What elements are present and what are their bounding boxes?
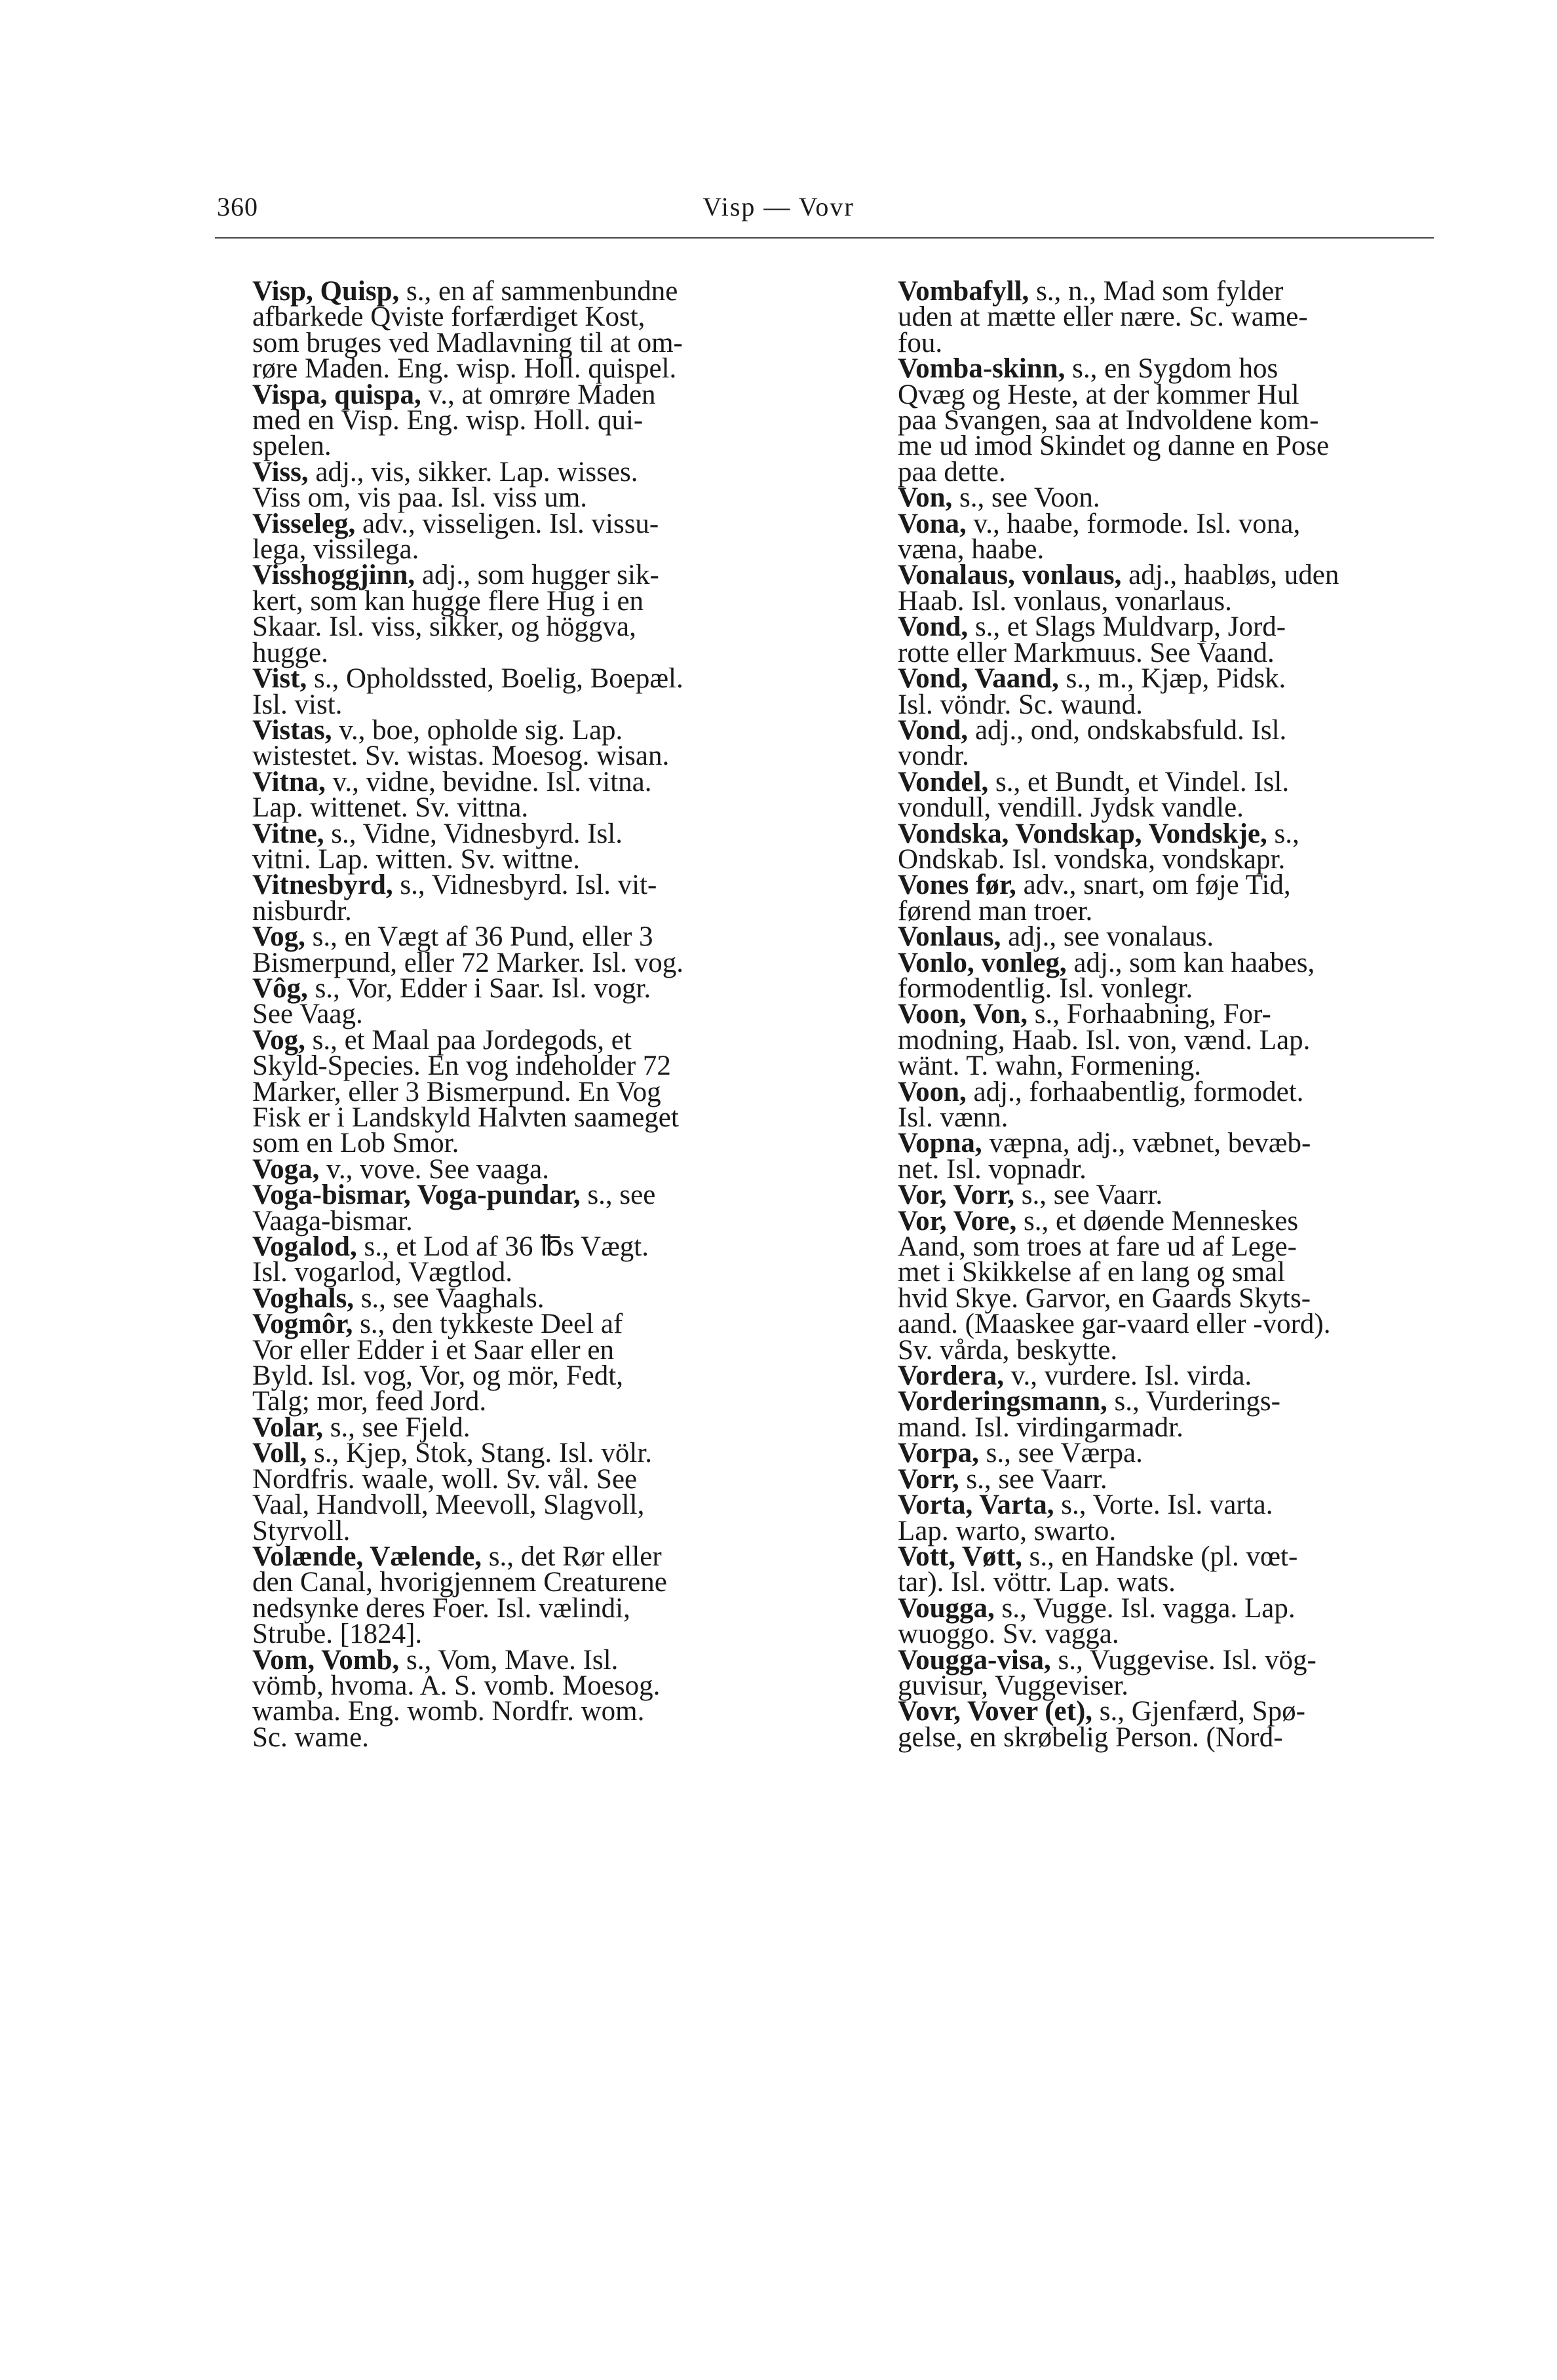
entry-headword: Vovr, Vover (et),: [898, 1696, 1093, 1727]
entry-definition: s., Vor, Edder i Saar. Isl. vogr. See Vaag.: [252, 972, 651, 1030]
entry-definition: s., et Maal paa Jordegods, et Skyld-Species. En vog indeholder 72 Marker, eller 3 Bismerpund. En Vog Fisk er i Landskyld Halvten saameget som en Lob Smor.: [252, 1024, 679, 1159]
entry-definition: s., see Vaaghals.: [353, 1282, 545, 1314]
entry-definition: s., n., Mad som fylder uden at mætte eller nære. Sc. wame- fou.: [898, 276, 1308, 358]
entry-definition: s., see Vaarr.: [1014, 1180, 1163, 1211]
entry-definition: s., et Slags Muldvarp, Jord- rotte eller Markmuus. See Vaand.: [898, 611, 1286, 668]
entry-definition: s., det Rør eller den Canal, hvorigjennem Creaturene nedsynke deres Foer. Isl. vælindi, Strube. [1824].: [252, 1541, 667, 1650]
entry-headword: Vopna,: [898, 1128, 982, 1159]
entry-definition: s., en Handske (pl. vœt- tar). Isl. vöttr. Lap. wats.: [898, 1541, 1298, 1598]
dictionary-entry: [252, 1311, 833, 1415]
entry-headword: Vorta, Varta,: [898, 1489, 1054, 1521]
dictionary-entry: [898, 663, 1478, 720]
entry-headword: Vondel,: [898, 766, 989, 797]
left-column: [252, 276, 833, 1753]
entry-headword: Vondska, Vondskap, Vondskje,: [898, 818, 1267, 849]
entry-definition: s., et Lod af 36 ℔s Vægt. Isl. vogarlod, Vægtlod.: [252, 1231, 649, 1288]
dictionary-entry: [898, 1360, 1478, 1392]
entry-definition: adv., snart, om føje Tid, førend man troer.: [898, 870, 1291, 927]
entry-headword: Vomba-skinn,: [898, 353, 1066, 385]
dictionary-entry: [252, 818, 833, 875]
entry-definition: s., Vidne, Vidnesbyrd. Isl. vitni. Lap. witten. Sv. wittne.: [252, 818, 623, 875]
entry-definition: s., en Sygdom hos Qvæg og Heste, at der kommer Hul paa Svangen, saa at Indvoldene kom- me ud imod Skindet og danne en Pose paa dette.: [898, 353, 1330, 488]
entry-headword: Vogmôr,: [252, 1309, 353, 1340]
dictionary-entry: [252, 508, 833, 566]
entry-headword: Vorr,: [898, 1463, 959, 1495]
dictionary-entry: [252, 1541, 833, 1650]
entry-headword: Voon, Von,: [898, 999, 1028, 1030]
entry-headword: Vona,: [898, 508, 967, 539]
entry-definition: s., Gjenfærd, Spø- gelse, en skrøbelig Person. (Nord-: [898, 1696, 1305, 1753]
entry-definition: s., see Voon.: [952, 482, 1100, 514]
dictionary-entry: [898, 921, 1478, 953]
dictionary-entry: [898, 1644, 1478, 1701]
dictionary-entry: [898, 818, 1478, 875]
entry-definition: s., Vorte. Isl. varta. Lap. warto, swarto.: [898, 1489, 1273, 1546]
entry-headword: Vougga,: [898, 1592, 995, 1624]
entry-definition: adj., som hugger sik- kert, som kan hugge flere Hug i en Skaar. Isl. viss, sikker, og höggva, hugge.: [252, 560, 659, 668]
dictionary-entry: [252, 379, 833, 462]
header-rule: [215, 237, 1434, 239]
entry-definition: s., Vuggevise. Isl. vög- guvisur, Vuggeviser.: [898, 1644, 1317, 1701]
entry-definition: s., see Vaaga-bismar.: [252, 1180, 656, 1237]
dictionary-entry: [898, 1592, 1478, 1650]
entry-headword: Vonalaus, vonlaus,: [898, 560, 1122, 591]
entry-headword: Vougga-visa,: [898, 1644, 1051, 1676]
entry-definition: s., den tykkeste Deel af Vor eller Edder i et Saar eller en Byld. Isl. vog, Vor, og mör, Fedt, Talg; mor, feed Jord.: [252, 1309, 623, 1417]
entry-definition: s., en af sammenbundne afbarkede Qviste forfærdiget Kost, som bruges ved Madlavning til at om- røre Maden. Eng. wisp. Holl. quispel.: [252, 276, 683, 385]
entry-definition: adj., som kan haabes, formodentlig. Isl. vonlegr.: [898, 947, 1315, 1004]
dictionary-entry: [898, 766, 1478, 824]
entry-headword: Visshoggjinn,: [252, 560, 415, 591]
entry-definition: adj., haabløs, uden Haab. Isl. vonlaus, vonarlaus.: [898, 560, 1339, 617]
dictionary-entry: [898, 1438, 1478, 1469]
entry-definition: s., Ondskab. Isl. vondska, vondskapr.: [898, 818, 1299, 875]
entry-definition: s., et døende Menneskes Aand, som troes at fare ud af Lege- met i Skikkelse af en lang og smal hvid Skye. Garvor, en Gaards Skyts- aand. (Maaskee gar-vaard eller -vord). Sv. vårda, beskytte.: [898, 1205, 1331, 1366]
dictionary-entry: [898, 1128, 1478, 1185]
dictionary-entry: [898, 1541, 1478, 1598]
entry-definition: s., m., Kjæp, Pidsk. Isl. vöndr. Sc. waund.: [898, 663, 1286, 720]
dictionary-entry: [252, 766, 833, 824]
dictionary-entry: [252, 276, 833, 385]
entry-headword: Vispa, quispa,: [252, 379, 421, 410]
entry-headword: Vist,: [252, 663, 307, 695]
entry-headword: Voghals,: [252, 1282, 354, 1314]
entry-headword: Vitna,: [252, 766, 326, 797]
entry-headword: Visp, Quisp,: [252, 276, 400, 307]
dictionary-entry: [898, 947, 1478, 1004]
dictionary-entry: [252, 1282, 833, 1314]
entry-definition: s., see Værpa.: [978, 1438, 1143, 1469]
entry-definition: s., Kjep, Stok, Stang. Isl. völr. Nordfris. waale, woll. Sv. vål. See Vaal, Handvoll, Meevoll, Slagvoll, Styrvoll.: [252, 1438, 653, 1546]
entry-definition: v., at omrøre Maden med en Visp. Eng. wisp. Holl. qui- spelen.: [252, 379, 656, 462]
entry-headword: Viss,: [252, 456, 309, 488]
entry-headword: Vistas,: [252, 714, 332, 746]
dictionary-entry: [252, 1153, 833, 1185]
entry-headword: Vog,: [252, 1024, 305, 1056]
entry-definition: s., en Vægt af 36 Pund, eller 3 Bismerpund, eller 72 Marker. Isl. vog.: [252, 921, 684, 978]
dictionary-entry: [252, 1644, 833, 1753]
dictionary-entry: [252, 1024, 833, 1159]
entry-definition: adj., vis, sikker. Lap. wisses. Viss om, vis paa. Isl. viss um.: [252, 456, 638, 514]
entry-definition: v., haabe, formode. Isl. vona, væna, haabe.: [898, 508, 1301, 566]
dictionary-entry: [252, 870, 833, 927]
entry-definition: adv., visseligen. Isl. vissu- lega, vissilega.: [252, 508, 659, 566]
dictionary-entry: [898, 1463, 1478, 1495]
entry-headword: Volænde, Vælende,: [252, 1541, 482, 1572]
entry-definition: s., Vurderings- mand. Isl. virdingarmadr.: [898, 1386, 1280, 1443]
entry-definition: s., et Bundt, et Vindel. Isl. vondull, vendill. Jydsk vandle.: [898, 766, 1290, 824]
entry-headword: Vones før,: [898, 870, 1016, 901]
entry-definition: s., see Fjeld.: [322, 1411, 471, 1443]
entry-headword: Vor, Vore,: [898, 1205, 1017, 1237]
entry-headword: Vond,: [898, 714, 969, 746]
entry-headword: Vog,: [252, 921, 305, 953]
entry-definition: adj., ond, ondskabsfuld. Isl. vondr.: [898, 714, 1287, 772]
entry-definition: v., vurdere. Isl. virda.: [1004, 1360, 1252, 1392]
entry-definition: adj., forhaabentlig, formodet. Isl. vænn.: [898, 1076, 1304, 1133]
entry-definition: s., Forhaabning, For- modning, Haab. Isl. von, vænd. Lap. wänt. T. wahn, Formening.: [898, 999, 1311, 1082]
dictionary-entry: [898, 482, 1478, 514]
dictionary-entry: [252, 1411, 833, 1443]
entry-headword: Vôg,: [252, 972, 308, 1004]
dictionary-entry: [252, 456, 833, 514]
dictionary-entry: [252, 1180, 833, 1237]
entry-headword: Vom, Vomb,: [252, 1644, 400, 1676]
dictionary-entry: [252, 663, 833, 720]
entry-definition: s., see Vaarr.: [959, 1463, 1107, 1495]
entry-definition: s., Vom, Mave. Isl. vömb, hvoma. A. S. vomb. Moesog. wamba. Eng. womb. Nordfr. wom. Sc. wame.: [252, 1644, 661, 1753]
entry-headword: Vogalod,: [252, 1231, 357, 1263]
entry-definition: v., vove. See vaaga.: [319, 1153, 549, 1185]
entry-definition: s., Vidnesbyrd. Isl. vit- nisburdr.: [252, 870, 657, 927]
entry-headword: Vombafyll,: [898, 276, 1029, 307]
entry-headword: Voga-bismar, Voga-pundar,: [252, 1180, 581, 1211]
dictionary-entry: [898, 1696, 1478, 1753]
dictionary-entry: [898, 353, 1478, 488]
entry-headword: Volar,: [252, 1411, 323, 1443]
dictionary-entry: [898, 278, 1478, 356]
dictionary-entry: [898, 1386, 1478, 1443]
entry-definition: v., boe, opholde sig. Lap. wistestet. Sv. wistas. Moesog. wisan.: [252, 714, 670, 772]
entry-headword: Vor, Vorr,: [898, 1180, 1015, 1211]
dictionary-entry: [252, 921, 833, 978]
entry-headword: Vorderingsmann,: [898, 1386, 1107, 1417]
entry-headword: Vordera,: [898, 1360, 1005, 1392]
dictionary-entry: [898, 1205, 1478, 1366]
entry-headword: Vitnesbyrd,: [252, 870, 393, 901]
dictionary-entry: [252, 1231, 833, 1288]
entry-headword: Voll,: [252, 1438, 307, 1469]
entry-definition: s., Vugge. Isl. vagga. Lap. wuoggo. Sv. vagga.: [898, 1592, 1296, 1650]
dictionary-entry: [898, 870, 1478, 927]
entry-headword: Voon,: [898, 1076, 967, 1107]
entry-headword: Vond, Vaand,: [898, 663, 1059, 695]
dictionary-entry: [252, 1440, 833, 1544]
dictionary-entry: [252, 562, 833, 666]
dictionary-entry: [898, 1076, 1478, 1133]
entry-headword: Vonlaus,: [898, 921, 1001, 953]
entry-definition: v., vidne, bevidne. Isl. vitna. Lap. wittenet. Sv. vittna.: [252, 766, 652, 824]
entry-headword: Vorpa,: [898, 1438, 979, 1469]
entry-headword: Visseleg,: [252, 508, 356, 539]
entry-headword: Von,: [898, 482, 953, 514]
right-column: [898, 276, 1478, 1753]
dictionary-entry: [898, 1489, 1478, 1546]
dictionary-entry: [252, 972, 833, 1030]
entry-definition: s., Opholdssted, Boelig, Boepæl. Isl. vist.: [252, 663, 683, 720]
page-number: 360: [217, 192, 258, 221]
dictionary-entry: [898, 999, 1478, 1082]
dictionary-entry: [898, 611, 1478, 668]
dictionary-entry: [898, 1180, 1478, 1211]
dictionary-entry: [252, 714, 833, 772]
entry-headword: Voga,: [252, 1153, 320, 1185]
dictionary-entry: [898, 508, 1478, 566]
dictionary-entry: [898, 560, 1478, 617]
entry-headword: Vond,: [898, 611, 969, 643]
entry-headword: Vonlo, vonleg,: [898, 947, 1067, 978]
entry-definition: adj., see vonalaus.: [1001, 921, 1214, 953]
entry-headword: Vott, Vøtt,: [898, 1541, 1022, 1572]
entry-headword: Vitne,: [252, 818, 324, 849]
entry-definition: væpna, adj., væbnet, bevæb- net. Isl. vopnadr.: [898, 1128, 1311, 1185]
running-head: Visp — Vovr: [702, 192, 855, 221]
dictionary-entry: [898, 714, 1478, 772]
